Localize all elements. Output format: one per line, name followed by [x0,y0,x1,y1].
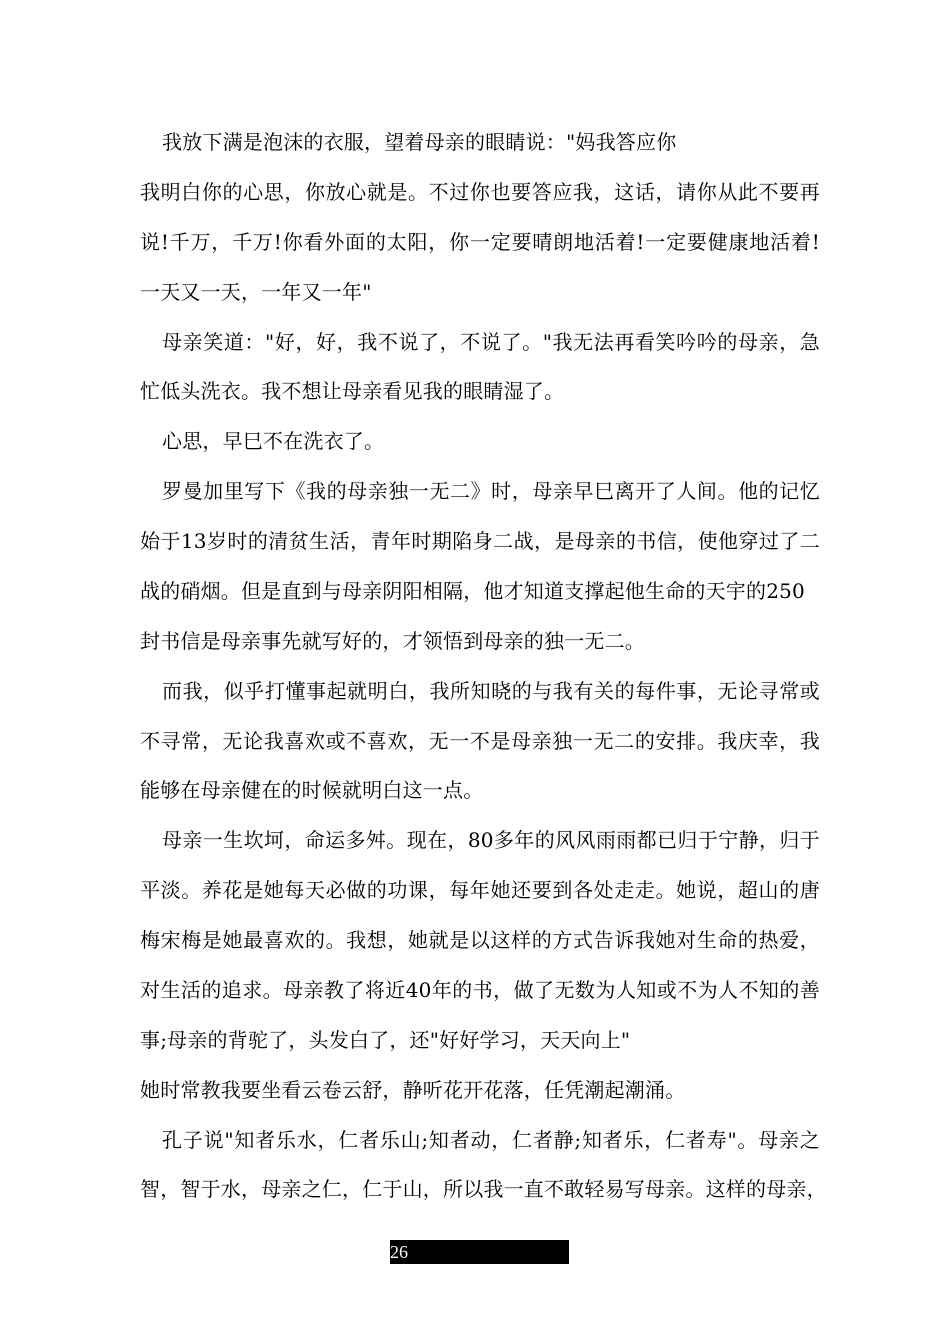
text-line: 忙低头洗衣。我不想让母亲看见我的眼睛湿了。 [140,379,565,403]
text-line: 孔子说"知者乐水，仁者乐山;知者动，仁者静;知者乐，仁者寿"。母亲之 [162,1128,820,1152]
page-number-box [390,1240,569,1264]
text-line: 封书信是母亲事先就写好的，才领悟到母亲的独一无二。 [140,629,645,653]
text-line: 始于13岁时的清贫生活，青年时期陷身二战，是母亲的书信，使他穿过了二 [140,529,820,553]
text-line: 母亲一生坎坷，命运多舛。现在，80多年的风风雨雨都已归于宁静，归于 [162,828,820,852]
text-line: 说!千万，千万!你看外面的太阳，你一定要晴朗地活着!一定要健康地活着! [140,230,820,254]
text-line: 能够在母亲健在的时候就明白这一点。 [140,778,484,802]
text-line: 智，智于水，母亲之仁，仁于山，所以我一直不敢轻易写母亲。这样的母亲， [140,1177,827,1201]
text-line: 事;母亲的背驼了，头发白了，还"好好学习，天天向上" [140,1028,631,1052]
text-line: 我放下满是泡沫的衣服，望着母亲的眼睛说："妈我答应你 [162,130,677,154]
text-line: 一天又一天，一年又一年" [140,280,372,304]
text-line: 战的硝烟。但是直到与母亲阴阳相隔，他才知道支撑起他生命的天宇的250 [140,579,805,603]
text-line: 她时常教我要坐看云卷云舒，静听花开花落，任凭潮起潮涌。 [140,1078,686,1102]
page-number: 26 [390,1242,408,1262]
text-line: 梅宋梅是她最喜欢的。我想，她就是以这样的方式告诉我她对生命的热爱， [140,928,820,952]
text-line: 平淡。养花是她每天必做的功课，每年她还要到各处走走。她说，超山的唐 [140,878,820,902]
text-line: 心思，早巳不在洗衣了。 [162,429,385,453]
text-line: 对生活的追求。母亲教了将近40年的书，做了无数为人知或不为人不知的善 [140,978,820,1002]
text-line: 母亲笑道："好，好，我不说了，不说了。"我无法再看笑吟吟的母亲，急 [162,330,820,354]
text-line: 而我，似乎打懂事起就明白，我所知晓的与我有关的每件事，无论寻常或 [162,679,820,703]
text-line: 我明白你的心思，你放心就是。不过你也要答应我，这话，请你从此不要再 [140,180,820,204]
text-line: 罗曼加里写下《我的母亲独一无二》时，母亲早巳离开了人间。他的记忆 [162,479,820,503]
text-line: 不寻常，无论我喜欢或不喜欢，无一不是母亲独一无二的安排。我庆幸，我 [140,729,820,753]
